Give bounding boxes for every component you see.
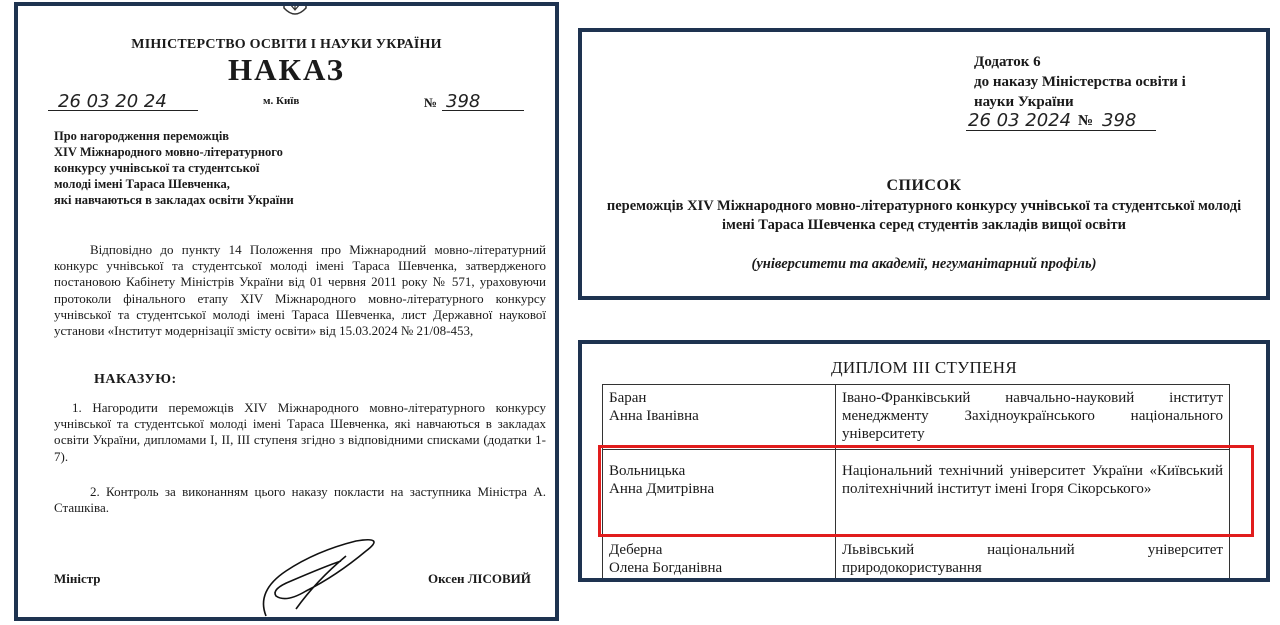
diploma-title: ДИПЛОМ ІІІ СТУПЕНЯ	[831, 358, 1017, 377]
winner-given-name: Олена Богданівна	[609, 560, 723, 576]
subject-line: молоді імені Тараса Шевченка,	[54, 177, 230, 191]
winner-given-name: Анна Іванівна	[609, 408, 699, 424]
appendix-number-handwritten: 398	[1102, 110, 1137, 131]
winner-surname: Баран	[609, 390, 647, 406]
order-word: НАКАЗУЮ:	[94, 372, 177, 387]
winner-institution: Національний технічний університет України «Київський політехнічний інститут імені Ігоря Сікорського»	[836, 450, 1230, 537]
order-document	[14, 2, 559, 621]
appendix-number-label: №	[1078, 113, 1094, 129]
appendix-header	[578, 28, 1270, 300]
ministry-name: МІНІСТЕРСТВО ОСВІТИ І НАУКИ УКРАЇНИ	[131, 37, 442, 52]
order-number-handwritten: 398	[446, 91, 481, 112]
signatory-title: Міністр	[54, 571, 101, 586]
winner-name	[603, 385, 836, 450]
subject-line: які навчаються в закладах освіти України	[54, 193, 294, 207]
winner-institution: Львівський національний університет природокористування	[836, 537, 1230, 583]
diploma-table-panel	[578, 340, 1270, 582]
winner-given-name: Анна Дмитрівна	[609, 481, 715, 497]
winner-surname: Вольницька	[609, 463, 686, 479]
table-row	[603, 385, 1230, 450]
winner-surname: Деберна	[609, 542, 663, 558]
table-row	[603, 537, 1230, 583]
list-title: СПИСОК	[886, 177, 962, 194]
appendix-line: до наказу Міністерства освіти і	[974, 74, 1186, 90]
order-number-label: №	[424, 95, 438, 110]
order-date	[48, 91, 198, 113]
list-subtitle: переможців XIV Міжнародного мовно-літературного конкурсу учнівської та студентської молоді імені Тараса Шевченка серед студентів закладів вищої освіти	[606, 198, 1242, 233]
appendix-line: науки України	[974, 94, 1074, 110]
order-title: НАКАЗ	[228, 52, 345, 87]
subject-line: XIV Міжнародного мовно-літературного	[54, 145, 283, 159]
order-number	[424, 91, 524, 113]
subject-line: Про нагородження переможців	[54, 129, 230, 143]
handwritten-signature	[246, 521, 396, 621]
appendix-date	[966, 110, 1156, 134]
coat-of-arms-icon	[280, 2, 310, 16]
winner-name	[603, 537, 836, 583]
appendix-date-handwritten: 26 03 2024	[968, 110, 1072, 131]
order-city: м. Київ	[263, 95, 300, 107]
order-item-1: 1. Нагородити переможців XIV Міжнародного мовно-літературного конкурсу учнівської та студентської молоді імені Тараса Шевченка, які навчаються в закладах освіти України, дипломами І, ІІ, ІІІ ступеня згідно з відповідними списками (додатки 1-7).	[54, 400, 546, 464]
signatory-name: Оксен ЛІСОВИЙ	[428, 571, 531, 586]
appendix-line: Додаток 6	[974, 54, 1041, 70]
subject-line: конкурсу учнівської та студентської	[54, 161, 260, 175]
order-subject	[54, 128, 294, 208]
order-date-handwritten: 26 03 20 24	[58, 91, 167, 112]
order-preamble: Відповідно до пункту 14 Положення про Міжнародний мовно-літературний конкурс учнівської та студентської молоді імені Тараса Шевченка, затвердженого постановою Кабінету Міністрів України від 01 червня 2011 року № 571, ураховуючи протоколи фінального етапу XIV Міжнародного мовно-літературного конкурсу учнівської та студентської молоді імені Тараса Шевченка, лист Державної наукової установи «Інститут модернізації змісту освіти» від 15.03.2024 № 21/08-453,	[54, 242, 546, 339]
winner-institution: Івано-Франківський навчально-науковий інститут менеджменту Західноукраїнського національного університету	[836, 385, 1230, 450]
order-item-2: 2. Контроль за виконанням цього наказу покласти на заступника Міністра А. Сташківа.	[54, 484, 546, 516]
list-profile: (університети та академії, негуманітарний профіль)	[751, 256, 1097, 272]
highlight-box	[598, 445, 1254, 537]
appendix-caption	[974, 52, 1186, 112]
